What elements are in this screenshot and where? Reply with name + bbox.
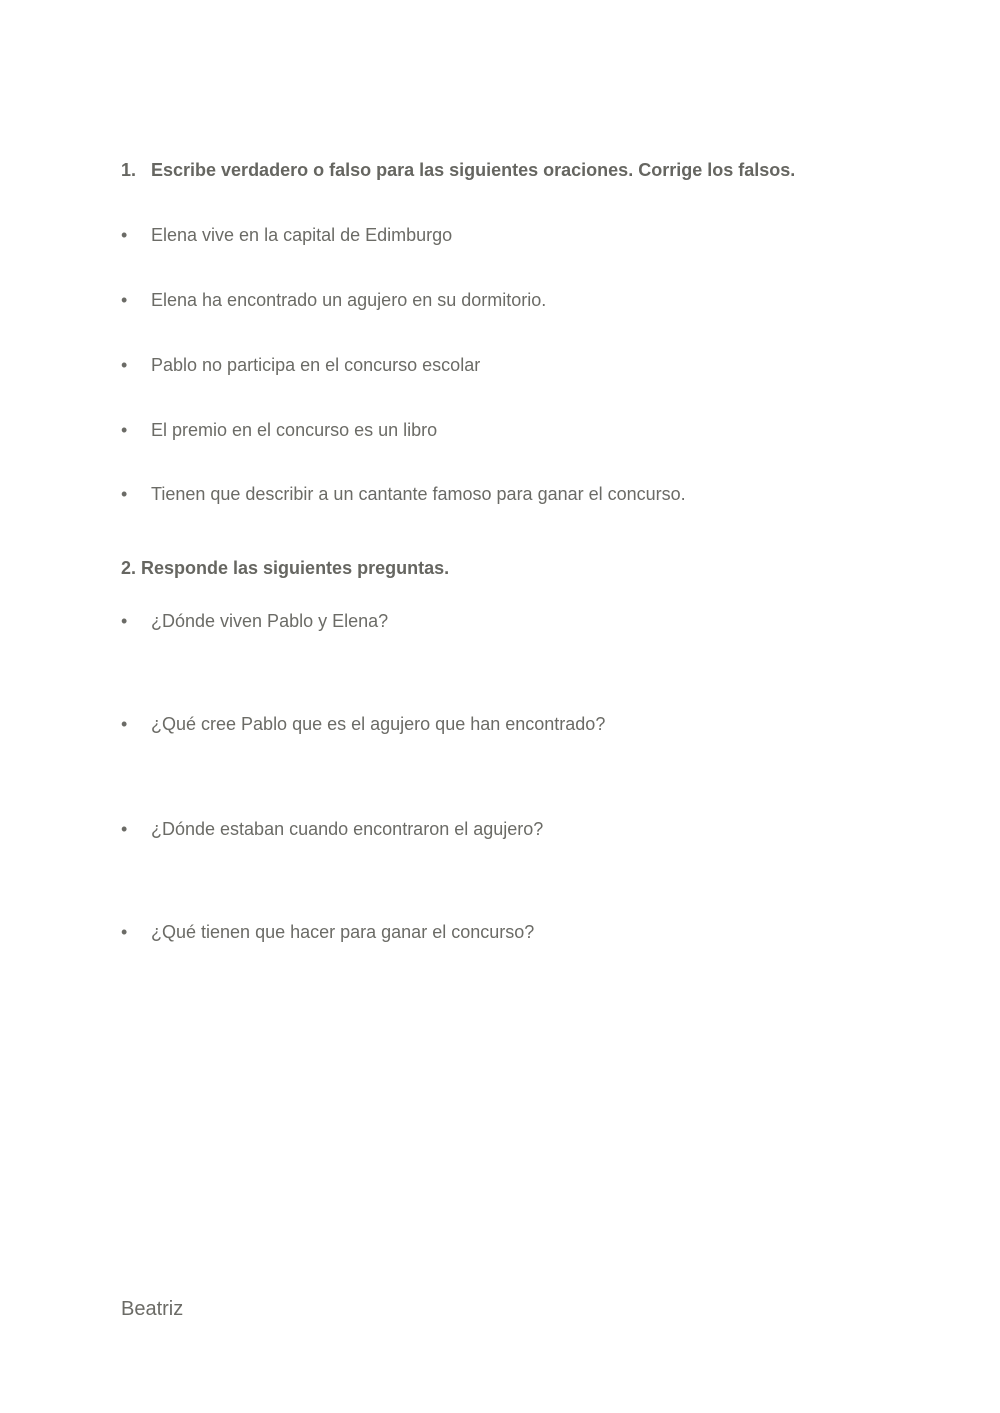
bullet-icon: • xyxy=(121,922,128,942)
bullet-icon: • xyxy=(121,484,128,504)
statement-text: Elena vive en la capital de Edimburgo xyxy=(151,225,453,245)
section-1-number: 1. xyxy=(121,160,137,180)
statement-text: Pablo no participa en el concurso escolar xyxy=(151,355,481,375)
bullet-icon: • xyxy=(121,819,128,839)
question-item-2 xyxy=(121,714,605,735)
section-1-heading xyxy=(121,160,795,181)
bullet-icon: • xyxy=(121,355,128,375)
true-false-item-5 xyxy=(121,484,686,505)
question-text: ¿Dónde viven Pablo y Elena? xyxy=(151,611,389,631)
bullet-icon: • xyxy=(121,714,128,734)
section-2-heading xyxy=(121,558,449,579)
bullet-icon: • xyxy=(121,420,128,440)
true-false-item-4 xyxy=(121,420,437,441)
question-item-3 xyxy=(121,819,543,840)
statement-text: Elena ha encontrado un agujero en su dormitorio. xyxy=(151,290,547,310)
bullet-icon: • xyxy=(121,225,128,245)
statement-text: Tienen que describir a un cantante famoso para ganar el concurso. xyxy=(151,484,686,504)
section-1-title: Escribe verdadero o falso para las siguientes oraciones. Corrige los falsos. xyxy=(151,160,796,180)
question-item-4 xyxy=(121,922,534,943)
question-item-1 xyxy=(121,611,388,632)
question-text: ¿Dónde estaban cuando encontraron el agujero? xyxy=(151,819,544,839)
question-text: ¿Qué tienen que hacer para ganar el concurso? xyxy=(151,922,535,942)
true-false-item-1 xyxy=(121,225,452,246)
true-false-item-2 xyxy=(121,290,546,311)
statement-text: El premio en el concurso es un libro xyxy=(151,420,438,440)
bullet-icon: • xyxy=(121,611,128,631)
author-signature: Beatriz xyxy=(121,1298,184,1320)
true-false-item-3 xyxy=(121,355,480,376)
section-2-title: 2. Responde las siguientes preguntas. xyxy=(121,558,450,578)
bullet-icon: • xyxy=(121,290,128,310)
question-text: ¿Qué cree Pablo que es el agujero que han encontrado? xyxy=(151,714,606,734)
